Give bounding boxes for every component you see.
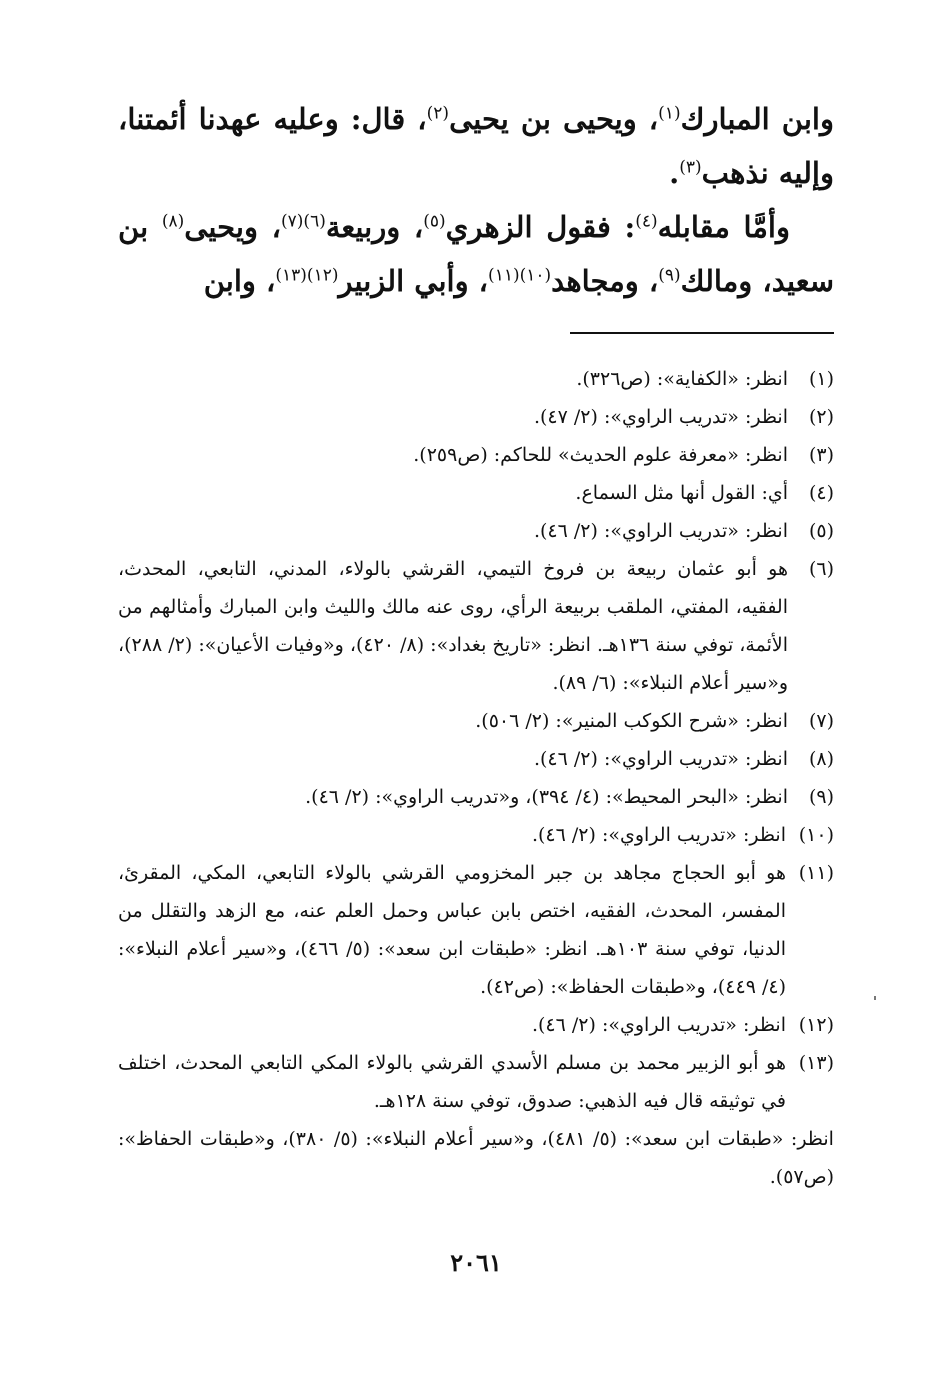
- footnote-number: (٦): [808, 558, 834, 580]
- footnote: [118, 360, 834, 398]
- footnote-number: (١٠): [798, 824, 834, 846]
- footnote-number: (١٣): [798, 1052, 834, 1074]
- text-run: .: [669, 156, 680, 190]
- footnote-separator: [570, 332, 834, 334]
- footnote-ref[interactable]: (٨): [161, 211, 185, 232]
- footnote: [118, 1006, 834, 1044]
- text-run: ، وأبي الزبير: [338, 264, 489, 298]
- footnote-number: (٧): [808, 710, 834, 732]
- footnote-ref[interactable]: (٤): [635, 211, 658, 232]
- footnote: [118, 436, 834, 474]
- text-run: ، ومجاهد: [551, 264, 659, 298]
- footnote-ref[interactable]: (١٠)(١١): [488, 265, 552, 286]
- paragraph-1: [118, 92, 834, 200]
- text-run: : فقول الزهري: [445, 210, 636, 244]
- footnote: [118, 474, 834, 512]
- text-run: ، قال: وعليه عهدنا أئمتنا، وإليه نذهب: [118, 102, 834, 190]
- footnote: [118, 740, 834, 778]
- footnote-text: هو أبو الزبير محمد بن مسلم الأسدي القرشي بالولاء المكي التابعي المحدث، اختلف في توثيقه قال فيه الذهبي: صدوق، توفي سنة ١٢٨هـ.: [118, 1052, 786, 1112]
- text-run: ، وربيعة: [325, 210, 424, 244]
- footnote-number: (١٢): [798, 1014, 834, 1036]
- footnote-ref[interactable]: (٥): [423, 211, 446, 232]
- footnote: [118, 550, 834, 702]
- text-run: وابن المبارك: [680, 102, 834, 136]
- footnote-ref[interactable]: (٣): [679, 157, 702, 178]
- text-run: ، ويحيى: [184, 210, 282, 244]
- footnote-continuation: [118, 1120, 834, 1196]
- footnote-number: (٨): [808, 748, 834, 770]
- main-text: [118, 92, 834, 308]
- footnote-number: (٣): [808, 444, 834, 466]
- footnote: [118, 512, 834, 550]
- footnote: [118, 854, 834, 1006]
- footnotes: [118, 360, 834, 1196]
- footnote-ref[interactable]: (٦)(٧): [281, 211, 326, 232]
- footnote-text: أي: القول أنها مثل السماع.: [575, 482, 788, 504]
- footnote-text: انظر: «معرفة علوم الحديث» للحاكم: (ص٢٥٩).: [413, 444, 788, 466]
- paragraph-2: [118, 200, 834, 308]
- footnote-text: هو أبو الحجاج مجاهد بن جبر المخزومي القرشي بالولاء التابعي، المكي، المقرئ، المفسر، المحدث، الفقيه، اختص بابن عباس وحمل العلم عنه، مع الزهد والتقلل من الدنيا، توفي سنة ١٠٣هـ. انظر: «طبقات ابن سعد»: (٥/ ٤٦٦)، و«سير أعلام النبلاء»: (٤/ ٤٤٩)، و«طبقات الحفاظ»: (ص٤٢).: [118, 862, 787, 998]
- text-run: وأمَّا مقابله: [657, 210, 790, 244]
- footnote-text: انظر: «تدريب الراوي»: (٢/ ٤٦).: [533, 748, 788, 770]
- footnote-text: انظر: «تدريب الراوي»: (٢/ ٤٦).: [531, 824, 786, 846]
- footnote-text: انظر: «شرح الكوكب المنير»: (٢/ ٥٠٦).: [475, 710, 788, 732]
- footnote-number: (٥): [808, 520, 834, 542]
- footnote-ref[interactable]: (٢): [426, 103, 450, 124]
- footnote-number: (٩): [808, 786, 834, 808]
- footnote-number: (٢): [808, 406, 834, 428]
- footnote: [118, 398, 834, 436]
- footnote: [118, 1044, 834, 1120]
- page-number: ٢٠٦١: [450, 1248, 502, 1277]
- footnote: [118, 778, 834, 816]
- footnote-ref[interactable]: (١٢)(١٣): [275, 265, 339, 286]
- footnote: [118, 702, 834, 740]
- footnote-number: (١): [808, 368, 834, 390]
- footnote-text: هو أبو عثمان ربيعة بن فروخ التيمي، القرشي بالولاء، المدني، التابعي، المحدث، الفقيه، المفتي، الملقب بربيعة الرأي، روى عنه مالك والليث وابن المبارك وأمثالهم من الأئمة، توفي سنة ١٣٦هـ. انظر: «تاريخ بغداد»: (٨/ ٤٢٠)، و«وفيات الأعيان»: (٢/ ٢٨٨)، و«سير أعلام النبلاء»: (٦/ ٨٩).: [118, 558, 788, 694]
- footnote-text: انظر: «تدريب الراوي»: (٢/ ٤٦).: [531, 1014, 786, 1036]
- footnote-text: انظر: «البحر المحيط»: (٤/ ٣٩٤)، و«تدريب الراوي»: (٢/ ٤٦).: [305, 786, 788, 808]
- text-run: ، ويحيى بن يحيى: [449, 102, 659, 136]
- footnote-text: انظر: «تدريب الراوي»: (٢/ ٤٧).: [533, 406, 788, 428]
- footnote-ref[interactable]: (١): [658, 103, 681, 124]
- scan-speck: [874, 996, 876, 1000]
- footnote-text: انظر: «تدريب الراوي»: (٢/ ٤٦).: [533, 520, 788, 542]
- footnote-number: (٤): [808, 482, 834, 504]
- footnote-number: (١١): [798, 862, 834, 884]
- footnote: [118, 816, 834, 854]
- text-run: ، وابن: [203, 264, 276, 298]
- footnote-text: انظر: «الكفاية»: (ص٣٢٦).: [576, 368, 788, 390]
- footnote-ref[interactable]: (٩): [658, 265, 681, 286]
- text-run: بن سعيد، ومالك: [118, 210, 834, 298]
- footnote-text: انظر: «طبقات ابن سعد»: (٥/ ٤٨١)، و«سير أعلام النبلاء»: (٥/ ٣٨٠)، و«طبقات الحفاظ»: (ص٥٧).: [118, 1128, 834, 1188]
